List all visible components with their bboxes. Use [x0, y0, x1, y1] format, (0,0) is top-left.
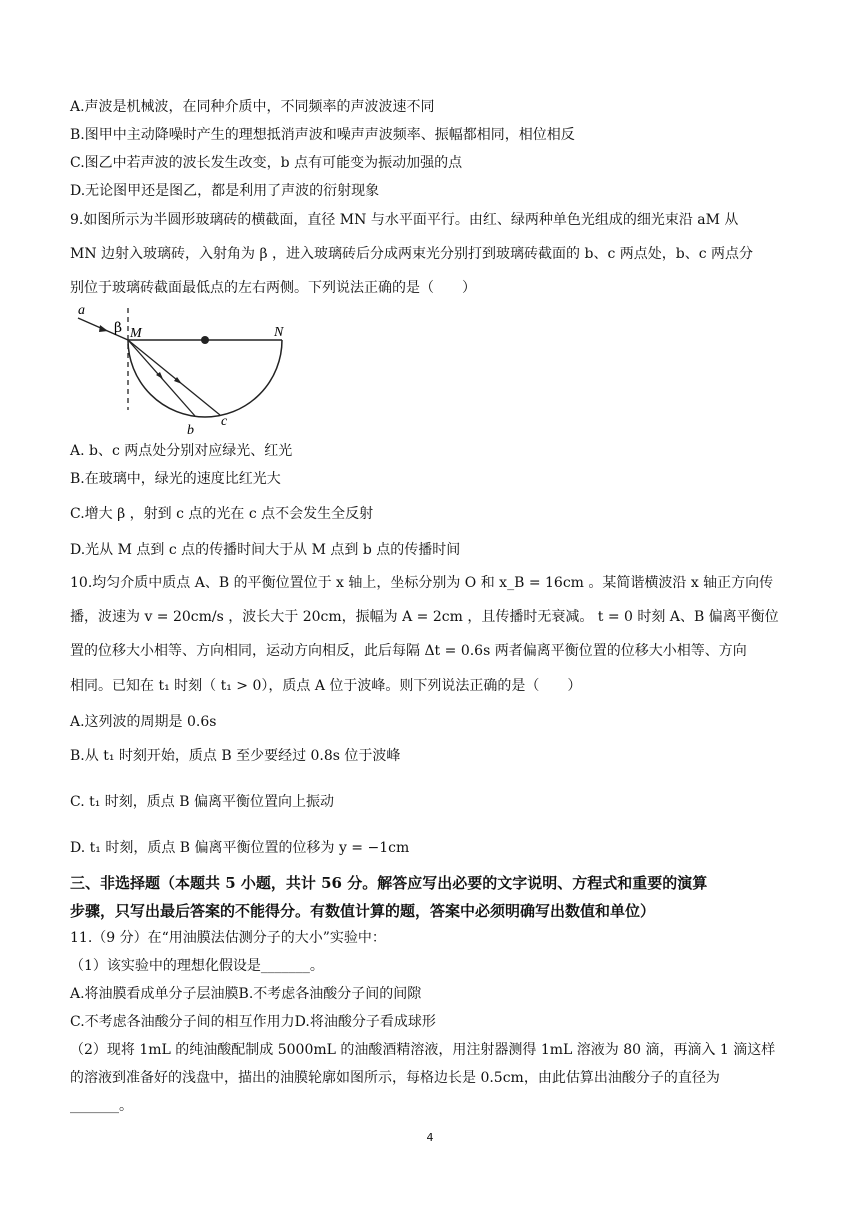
text-line: （1）该实验中的理想化假设是_______。 [70, 958, 324, 974]
center-dot [201, 336, 209, 344]
text-line: A.声波是机械波，在同种介质中，不同频率的声波波速不同 [70, 99, 435, 115]
ray-to-c [128, 340, 220, 415]
text-line: A.将油膜看成单分子层油膜B.不考虑各油酸分子间的间隙 [70, 986, 422, 1002]
text-line: D. t₁ 时刻，质点 B 偏离平衡位置的位移为 y = −1cm [70, 840, 410, 856]
label-beta: β [114, 320, 123, 336]
text-line: B.从 t₁ 时刻开始，质点 B 至少要经过 0.8s 位于波峰 [70, 748, 401, 764]
text-line: 的溶液到准备好的浅盘中，描出的油膜轮廓如图所示，每格边长是 0.5cm，由此估算出油酸分子的直径为 [70, 1070, 720, 1086]
text-line: 播，波速为 v = 20cm/s ，波长大于 20cm，振幅为 A = 2cm ，且传播时无衰减。 t = 0 时刻 A、B 偏离平衡位 [70, 609, 779, 625]
text-line: C. t₁ 时刻，质点 B 偏离平衡位置向上振动 [70, 794, 334, 810]
text-line: 9.如图所示为半圆形玻璃砖的横截面，直径 MN 与水平面平行。由红、绿两种单色光组成的细光束沿 aM 从 [70, 212, 739, 228]
text-line: （2）现将 1mL 的纯油酸配制成 5000mL 的油酸酒精溶液，用注射器测得 1mL 溶液为 80 滴，再滴入 1 滴这样 [70, 1042, 776, 1058]
semicircle-arc [128, 340, 282, 417]
text-line: 相同。已知在 t₁ 时刻（ t₁ > 0），质点 A 位于波峰。则下列说法正确的是（ ） [70, 678, 582, 694]
text-line: 置的位移大小相等、方向相同，运动方向相反，此后每隔 Δt = 0.6s 两者偏离平衡位置的位移大小相等、方向 [70, 643, 747, 659]
label-M: M [130, 326, 142, 341]
text-line: B.图甲中主动降噪时产生的理想抵消声波和噪声声波频率、振幅都相同，相位相反 [70, 127, 575, 143]
text-line: B.在玻璃中，绿光的速度比红光大 [70, 471, 281, 487]
text-line: A. b、c 两点处分别对应绿光、红光 [70, 443, 293, 459]
text-line: C.图乙中若声波的波长发生改变，b 点有可能变为振动加强的点 [70, 155, 463, 171]
label-b: b [187, 423, 194, 438]
incident-arrow [99, 325, 108, 332]
text-line: _______。 [70, 1098, 133, 1114]
text-line: C.增大 β ，射到 c 点的光在 c 点不会发生全反射 [70, 506, 374, 522]
text-line: 11.（9 分）在“用油膜法估测分子的大小”实验中： [70, 930, 386, 946]
text-line: C.不考虑各油酸分子间的相互作用力D.将油酸分子看成球形 [70, 1014, 436, 1030]
semicircle-glass-figure [70, 302, 290, 442]
text-line: 10.均匀介质中质点 A、B 的平衡位置位于 x 轴上，坐标分别为 O 和 x_B = 16cm 。某简谐横波沿 x 轴正方向传 [70, 575, 774, 591]
text-line: MN 边射入玻璃砖，入射角为 β ，进入玻璃砖后分成两束光分别打到玻璃砖截面的 b、c 两点处，b、c 两点分 [70, 246, 753, 262]
text-line: 三、非选择题（本题共 5 小题，共计 56 分。解答应写出必要的文字说明、方程式和重要的演算 [70, 874, 708, 892]
label-a: a [78, 303, 85, 318]
text-line: D.光从 M 点到 c 点的传播时间大于从 M 点到 b 点的传播时间 [70, 542, 461, 558]
label-N: N [274, 325, 284, 340]
text-line: 别位于玻璃砖截面最低点的左右两侧。下列说法正确的是（ ） [70, 280, 476, 296]
text-line: D.无论图甲还是图乙，都是利用了声波的衍射现象 [70, 183, 380, 199]
page-number: 4 [426, 1131, 434, 1144]
text-line: 步骤，只写出最后答案的不能得分。有数值计算的题，答案中必须明确写出数值和单位） [70, 902, 656, 920]
label-c: c [221, 414, 228, 429]
text-line: A.这列波的周期是 0.6s [70, 714, 217, 730]
